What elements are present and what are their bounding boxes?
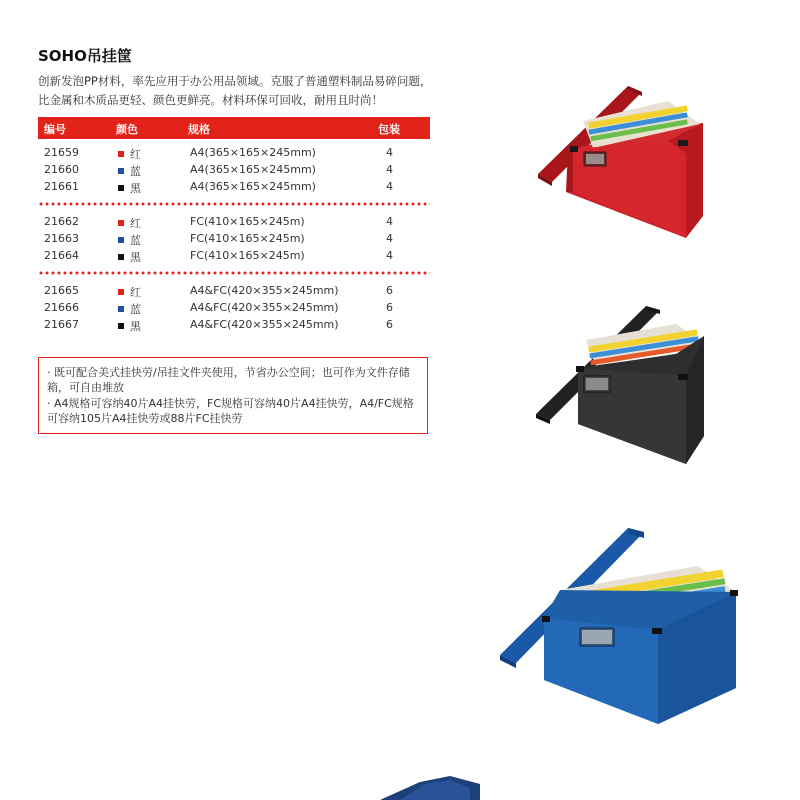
note-2: · A4规格可容纳40片A4挂快劳，FC规格可容纳40片A4挂快劳，A4/FC规格可容纳105片A4挂快劳或88片FC挂快劳	[47, 397, 414, 425]
header-code: 编号	[44, 123, 66, 136]
cell-spec: A4(365×165×245mm)	[190, 163, 316, 176]
color-swatch	[118, 151, 124, 157]
spec-table	[38, 117, 430, 334]
table-group	[38, 139, 430, 196]
cell-color	[118, 301, 141, 317]
color-swatch	[118, 323, 124, 329]
cell-spec: A4&FC(420×355×245mm)	[190, 284, 339, 297]
header-spec: 规格	[188, 123, 210, 136]
cell-color	[118, 163, 141, 179]
header-color: 颜色	[116, 123, 138, 136]
cell-color	[118, 146, 141, 162]
color-label: 黑	[130, 251, 141, 264]
cell-color	[118, 249, 141, 265]
table-row	[38, 162, 430, 179]
color-label: 红	[130, 148, 141, 161]
cell-pack: 4	[386, 232, 393, 245]
cell-pack: 4	[386, 215, 393, 228]
table-group	[38, 283, 430, 334]
cell-spec: FC(410×165×245m)	[190, 215, 305, 228]
cell-code: 21659	[44, 146, 79, 159]
table-header	[38, 117, 430, 139]
color-label: 蓝	[130, 234, 141, 247]
red-box-image	[528, 66, 728, 246]
color-label: 黑	[130, 182, 141, 195]
page-title: SOHO吊挂筐	[38, 47, 132, 65]
cell-spec: FC(410×165×245m)	[190, 232, 305, 245]
cell-pack: 4	[386, 146, 393, 159]
cell-code: 21664	[44, 249, 79, 262]
color-swatch	[118, 289, 124, 295]
cell-spec: A4&FC(420×355×245mm)	[190, 318, 339, 331]
cell-spec: FC(410×165×245m)	[190, 249, 305, 262]
cell-code: 21666	[44, 301, 79, 314]
cell-color	[118, 232, 141, 248]
color-label: 蓝	[130, 303, 141, 316]
table-group	[38, 214, 430, 265]
cell-spec: A4(365×165×245mm)	[190, 146, 316, 159]
black-box-image	[526, 296, 736, 468]
table-row	[38, 214, 430, 231]
table-row	[38, 179, 430, 196]
product-description: 创新发泡PP材料，率先应用于办公用品领域。克服了普通塑料制品易碎问题，比金属和木质品更轻、颜色更鲜亮。材料环保可回收，耐用且时尚！	[38, 74, 432, 107]
cell-code: 21662	[44, 215, 79, 228]
color-label: 蓝	[130, 165, 141, 178]
cell-color	[118, 180, 141, 196]
table-row	[38, 300, 430, 317]
cell-color	[118, 215, 141, 231]
cell-pack: 6	[386, 284, 393, 297]
cell-color	[118, 284, 141, 300]
color-swatch	[118, 306, 124, 312]
dotted-divider	[38, 271, 430, 275]
color-swatch	[118, 168, 124, 174]
bottom-box-image	[380, 776, 480, 800]
cell-code: 21667	[44, 318, 79, 331]
table-row	[38, 248, 430, 265]
cell-pack: 4	[386, 249, 393, 262]
table-row	[38, 231, 430, 248]
cell-code: 21663	[44, 232, 79, 245]
cell-spec: A4&FC(420×355×245mm)	[190, 301, 339, 314]
cell-pack: 4	[386, 163, 393, 176]
color-label: 黑	[130, 320, 141, 333]
cell-pack: 4	[386, 180, 393, 193]
dotted-divider	[38, 202, 430, 206]
notes-box	[38, 357, 428, 434]
color-swatch	[118, 237, 124, 243]
color-label: 红	[130, 286, 141, 299]
color-swatch	[118, 220, 124, 226]
table-row	[38, 145, 430, 162]
cell-code: 21660	[44, 163, 79, 176]
table-row	[38, 317, 430, 334]
blue-box-image	[498, 520, 748, 726]
color-label: 红	[130, 217, 141, 230]
color-swatch	[118, 254, 124, 260]
header-pack: 包装	[378, 123, 400, 136]
cell-spec: A4(365×165×245mm)	[190, 180, 316, 193]
table-row	[38, 283, 430, 300]
color-swatch	[118, 185, 124, 191]
note-1: · 既可配合美式挂快劳/吊挂文件夹使用，节省办公空间；也可作为文件存储箱，可自由堆放	[47, 366, 410, 394]
cell-pack: 6	[386, 301, 393, 314]
cell-color	[118, 318, 141, 334]
cell-code: 21661	[44, 180, 79, 193]
cell-pack: 6	[386, 318, 393, 331]
table-body	[38, 139, 430, 334]
cell-code: 21665	[44, 284, 79, 297]
